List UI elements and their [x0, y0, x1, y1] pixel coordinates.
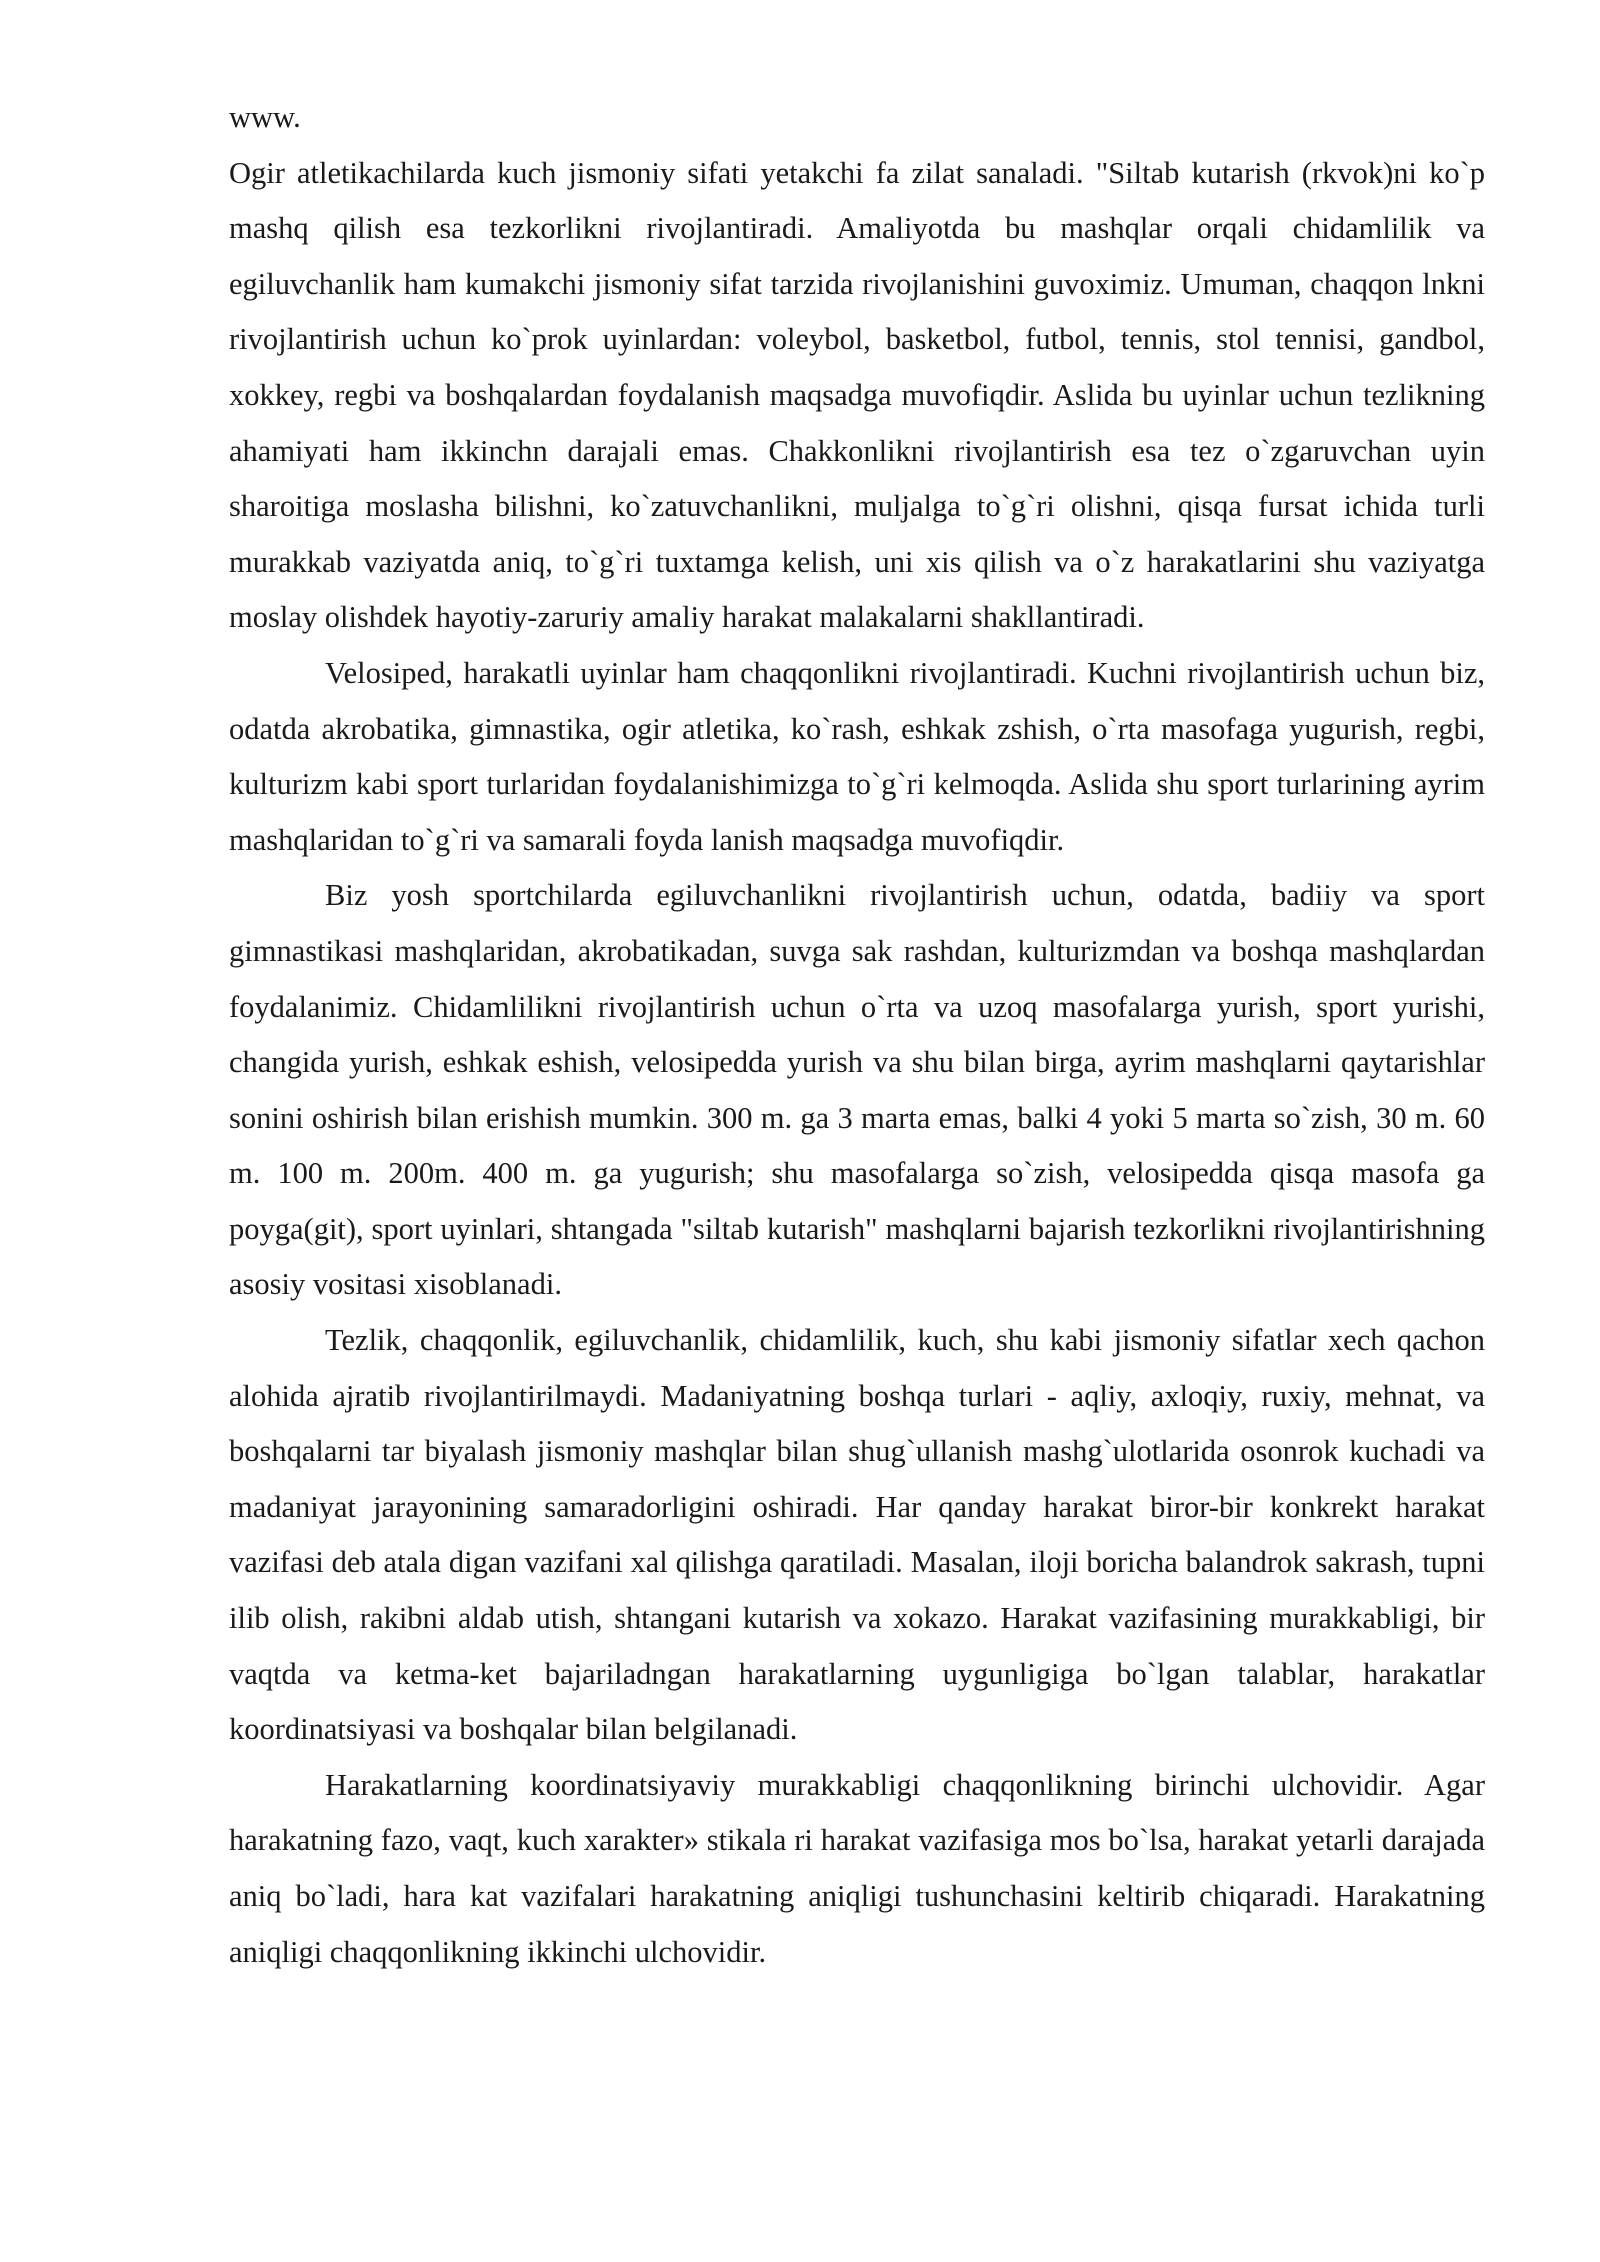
- document-body: [229, 90, 1485, 1980]
- paragraph-4: Tezlik, chaqqonlik, egiluvchanlik, chidamlilik, kuch, shu kabi jismoniy sifatlar xech qachon alohida ajratib rivojlantirilmaydi. Madaniyatning boshqa turlari - aqliy, axloqiy, ruxiy, mehnat, va boshqalarni tar biyalash jismoniy mashqlar bilan shug`ullanish mashg`ulotlarida osonrok kuchadi va madaniyat jarayonining samaradorligini oshiradi. Har qanday harakat biror-bir konkrekt harakat vazifasi deb atala digan vazifani xal qilishga qaratiladi. Masalan, iloji boricha balandrok sakrash, tupni ilib olish, rakibni aldab utish, shtangani kutarish va xokazo. Harakat vazifasining murakkabligi, bir vaqtda va ketma-ket bajariladngan harakatlarning uygunligiga bo`lgan talablar, harakatlar koordinatsiyasi va boshqalar bilan belgilanadi.: [229, 1323, 1485, 1747]
- paragraph-1: Ogir atletikachilarda kuch jismoniy sifati yetakchi fa zilat sanaladi. "Siltab kutarish (rkvok)ni ko`p mashq qilish esa tezkorlikni rivojlantiradi. Amaliyotda bu mashqlar orqali chidamlilik va egiluvchanlik ham kumakchi jismoniy sifat tarzida rivojlanishini guvoximiz. Umuman, chaqqon lnkni rivojlantirish uchun ko`prok uyinlardan: voleybol, basketbol, futbol, tennis, stol tennisi, gandbol, xokkey, regbi va boshqalardan foydalanish maqsadga muvofiqdir. Aslida bu uyinlar uchun tezlikning ahamiyati ham ikkinchn darajali emas. Chakkonlikni rivojlantirish esa tez o`zgaruvchan uyin sharoitiga moslasha bilishni, ko`zatuvchanlikni, muljalga to`g`ri olishni, qisqa fursat ichida turli murakkab vaziyatda aniq, to`g`ri tuxtamga kelish, uni xis qilish va o`z harakatlarini shu vaziyatga moslay olishdek hayotiy-zaruriy amaliy harakat malakalarni shakllantiradi.: [229, 155, 1485, 635]
- header-text: www.: [229, 100, 301, 134]
- paragraph-2: Velosiped, harakatli uyinlar ham chaqqonlikni rivojlantiradi. Kuchni rivojlantirish uchun biz, odatda akrobatika, gimnastika, ogir atletika, ko`rash, eshkak zshish, o`rta masofaga yugurish, regbi, kulturizm kabi sport turlaridan foydalanishimizga to`g`ri kelmoqda. Aslida shu sport turlarining ayrim mashqlaridan to`g`ri va samarali foyda lanish maqsadga muvofiqdir.: [229, 655, 1485, 857]
- paragraph-3: Biz yosh sportchilarda egiluvchanlikni rivojlantirish uchun, odatda, badiiy va sport gimnastikasi mashqlaridan, akrobatikadan, suvga sak rashdan, kulturizmdan va boshqa mashqlardan foydalanimiz. Chidamlilikni rivojlantirish uchun o`rta va uzoq masofalarga yurish, sport yurishi, changida yurish, eshkak eshish, velosipedda yurish va shu bilan birga, ayrim mashqlarni qaytarishlar sonini oshirish bilan erishish mumkin. 300 m. ga 3 marta emas, balki 4 yoki 5 marta so`zish, 30 m. 60 m. 100 m. 200m. 400 m. ga yugurish; shu masofalarga so`zish, velosipedda qisqa masofa ga poyga(git), sport uyinlari, shtangada "siltab kutarish" mashqlarni bajarish tezkorlikni rivojlantirishning asosiy vositasi xisoblanadi.: [229, 878, 1485, 1302]
- paragraph-5: Harakatlarning koordinatsiyaviy murakkabligi chaqqonlikning birinchi ulchovidir. Agar harakatning fazo, vaqt, kuch xarakter» stikala ri harakat vazifasiga mos bo`lsa, harakat yetarli darajada aniq bo`ladi, hara kat vazifalari harakatning aniqligi tushunchasini keltirib chiqaradi. Harakatning aniqligi chaqqonlikning ikkinchi ulchovidir.: [229, 1767, 1485, 1969]
